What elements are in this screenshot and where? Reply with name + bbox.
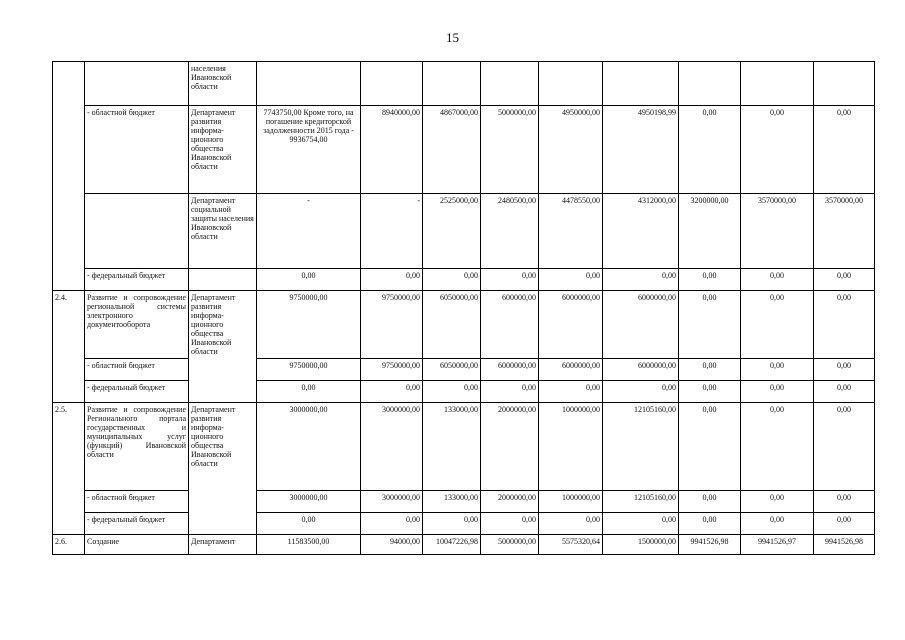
value-cell: 0,00 bbox=[361, 269, 423, 291]
value-cell: 0,00 bbox=[257, 381, 361, 403]
value-cell: 6000000,00 bbox=[603, 359, 679, 381]
row-number-cell bbox=[53, 62, 85, 291]
value-cell: 0,00 bbox=[539, 269, 603, 291]
value-cell: 0,00 bbox=[423, 269, 481, 291]
value-cell: 0,00 bbox=[679, 106, 741, 194]
value-cell: 0,00 bbox=[481, 381, 539, 403]
value-cell: 3200000,00 bbox=[679, 194, 741, 269]
budget-table bbox=[52, 61, 875, 555]
value-cell: 2480500,00 bbox=[481, 194, 539, 269]
value-cell: 0,00 bbox=[741, 269, 814, 291]
executor-cell: Департамент развития информа-ционного общества Ивановской области bbox=[189, 291, 257, 403]
value-cell: 9750000,00 bbox=[257, 291, 361, 359]
value-cell: 2525000,00 bbox=[423, 194, 481, 269]
value-cell: 0,00 bbox=[741, 359, 814, 381]
value-cell: 4950198,99 bbox=[603, 106, 679, 194]
value-cell: 4478550,00 bbox=[539, 194, 603, 269]
value-cell: 0,00 bbox=[679, 269, 741, 291]
row-number-cell: 2.5. bbox=[53, 403, 85, 535]
value-cell: 0,00 bbox=[423, 513, 481, 535]
value-cell: 1000000,00 bbox=[539, 491, 603, 513]
value-cell: 0,00 bbox=[361, 381, 423, 403]
source-cell: - областной бюджет bbox=[85, 106, 189, 194]
value-cell: 0,00 bbox=[603, 381, 679, 403]
value-cell: 0,00 bbox=[814, 513, 875, 535]
value-cell: 9750000,00 bbox=[361, 291, 423, 359]
value-cell bbox=[814, 62, 875, 106]
value-cell bbox=[257, 62, 361, 106]
value-cell: 0,00 bbox=[741, 403, 814, 491]
value-cell: 0,00 bbox=[679, 291, 741, 359]
value-cell: 0,00 bbox=[257, 513, 361, 535]
value-cell bbox=[539, 62, 603, 106]
executor-cell: Департамент bbox=[189, 535, 257, 555]
value-cell: 0,00 bbox=[814, 106, 875, 194]
value-cell: 5000000,00 bbox=[481, 535, 539, 555]
source-cell: - федеральный бюджет bbox=[85, 269, 189, 291]
source-cell: - областной бюджет bbox=[85, 491, 189, 513]
table-row bbox=[53, 106, 875, 194]
value-cell: 0,00 bbox=[679, 403, 741, 491]
value-cell: 0,00 bbox=[741, 491, 814, 513]
executor-cell bbox=[189, 269, 257, 291]
value-cell: 0,00 bbox=[814, 491, 875, 513]
table-row bbox=[53, 359, 875, 381]
table-row bbox=[53, 269, 875, 291]
value-cell: 9941526,97 bbox=[741, 535, 814, 555]
table-row bbox=[53, 194, 875, 269]
value-cell: 133000,00 bbox=[423, 403, 481, 491]
value-cell: 5000000,00 bbox=[481, 106, 539, 194]
row-number-cell: 2.6. bbox=[53, 535, 85, 555]
value-cell: 0,00 bbox=[814, 359, 875, 381]
executor-cell: Департамент социальной защиты населения Ивановской области bbox=[189, 194, 257, 269]
value-cell: 0,00 bbox=[539, 381, 603, 403]
value-cell bbox=[603, 62, 679, 106]
value-cell: 6000000,00 bbox=[539, 359, 603, 381]
value-cell: 0,00 bbox=[481, 269, 539, 291]
value-cell: 0,00 bbox=[741, 513, 814, 535]
source-cell: - федеральный бюджет bbox=[85, 381, 189, 403]
value-cell: 0,00 bbox=[603, 269, 679, 291]
value-cell: 0,00 bbox=[257, 269, 361, 291]
value-cell: 0,00 bbox=[423, 381, 481, 403]
value-cell: 4867000,00 bbox=[423, 106, 481, 194]
value-cell bbox=[481, 62, 539, 106]
row-number-cell: 2.4. bbox=[53, 291, 85, 403]
source-cell: - федеральный бюджет bbox=[85, 513, 189, 535]
value-cell: - bbox=[361, 194, 423, 269]
value-cell bbox=[679, 62, 741, 106]
value-cell bbox=[423, 62, 481, 106]
value-cell bbox=[361, 62, 423, 106]
table-row bbox=[53, 62, 875, 106]
value-cell: 8940000,00 bbox=[361, 106, 423, 194]
executor-cell: Департамент развития информа-ционного общества Ивановской области bbox=[189, 403, 257, 535]
table-row bbox=[53, 403, 875, 491]
executor-cell: населения Ивановской области bbox=[189, 62, 257, 106]
value-cell: 0,00 bbox=[481, 513, 539, 535]
value-cell bbox=[741, 62, 814, 106]
value-cell: 2000000,00 bbox=[481, 491, 539, 513]
page-number: 15 bbox=[446, 30, 459, 45]
value-cell: 0,00 bbox=[679, 491, 741, 513]
table-row bbox=[53, 381, 875, 403]
value-cell: 9750000,00 bbox=[257, 359, 361, 381]
value-cell: 0,00 bbox=[741, 291, 814, 359]
value-cell: 12105160,00 bbox=[603, 403, 679, 491]
value-cell: 11583500,00 bbox=[257, 535, 361, 555]
value-cell: 9941526,98 bbox=[679, 535, 741, 555]
name-cell: Развитие и сопровождение региональной системы электронного документооборота bbox=[85, 291, 189, 359]
value-cell: 6000000,00 bbox=[539, 291, 603, 359]
value-cell: 9750000,00 bbox=[361, 359, 423, 381]
value-cell: - bbox=[257, 194, 361, 269]
value-cell: 3570000,00 bbox=[814, 194, 875, 269]
table-row bbox=[53, 535, 875, 555]
value-cell: 7743750,00 Кроме того, на погашение кредиторской задолженности 2015 года - 9936754,00 bbox=[257, 106, 361, 194]
value-cell: 0,00 bbox=[679, 381, 741, 403]
value-cell: 3000000,00 bbox=[257, 491, 361, 513]
value-cell: 0,00 bbox=[741, 381, 814, 403]
value-cell: 6050000,00 bbox=[423, 359, 481, 381]
value-cell: 10047226,98 bbox=[423, 535, 481, 555]
source-cell: - областной бюджет bbox=[85, 359, 189, 381]
value-cell: 0,00 bbox=[679, 513, 741, 535]
value-cell: 600000,00 bbox=[481, 291, 539, 359]
value-cell: 0,00 bbox=[814, 269, 875, 291]
value-cell: 5575320,64 bbox=[539, 535, 603, 555]
value-cell: 2000000,00 bbox=[481, 403, 539, 491]
value-cell: 12105160,00 bbox=[603, 491, 679, 513]
value-cell: 133000,00 bbox=[423, 491, 481, 513]
value-cell: 94000,00 bbox=[361, 535, 423, 555]
value-cell: 3000000,00 bbox=[361, 403, 423, 491]
name-cell bbox=[85, 62, 189, 106]
name-cell: Создание bbox=[85, 535, 189, 555]
value-cell: 0,00 bbox=[814, 291, 875, 359]
value-cell: 9941526,98 bbox=[814, 535, 875, 555]
value-cell: 6050000,00 bbox=[423, 291, 481, 359]
value-cell: 3000000,00 bbox=[257, 403, 361, 491]
source-cell bbox=[85, 194, 189, 269]
value-cell: 6000000,00 bbox=[481, 359, 539, 381]
value-cell: 0,00 bbox=[814, 403, 875, 491]
value-cell: 0,00 bbox=[741, 106, 814, 194]
value-cell: 3000000,00 bbox=[361, 491, 423, 513]
table-row bbox=[53, 291, 875, 359]
value-cell: 0,00 bbox=[814, 381, 875, 403]
value-cell: 4312000,00 bbox=[603, 194, 679, 269]
value-cell: 0,00 bbox=[603, 513, 679, 535]
value-cell: 1000000,00 bbox=[539, 403, 603, 491]
table-row bbox=[53, 513, 875, 535]
value-cell: 0,00 bbox=[679, 359, 741, 381]
executor-cell: Департамент развития информа-ционного общества Ивановской области bbox=[189, 106, 257, 194]
value-cell: 6000000,00 bbox=[603, 291, 679, 359]
value-cell: 0,00 bbox=[361, 513, 423, 535]
table-row bbox=[53, 491, 875, 513]
name-cell: Развитие и сопровождение Регионального портала государственных и муниципальных услуг (функций) Ивановской области bbox=[85, 403, 189, 491]
value-cell: 3570000,00 bbox=[741, 194, 814, 269]
value-cell: 0,00 bbox=[539, 513, 603, 535]
value-cell: 4950000,00 bbox=[539, 106, 603, 194]
value-cell: 1500000,00 bbox=[603, 535, 679, 555]
